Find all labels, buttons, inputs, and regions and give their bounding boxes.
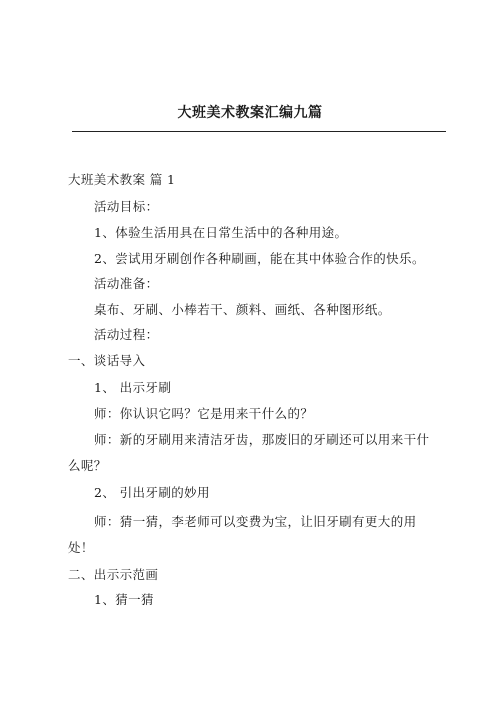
title-divider bbox=[72, 131, 446, 132]
paragraph-line: 活动准备： bbox=[94, 276, 159, 291]
paragraph-line: 桌布、牙刷、小棒若干、颜料、画纸、各种图形纸。 bbox=[94, 302, 391, 317]
subsection-heading: 一、谈话导入 bbox=[68, 353, 146, 368]
paragraph-line: 2、尝试用牙刷创作各种刷画，能在其中体验合作的快乐。 bbox=[94, 251, 425, 266]
paragraph-line: 1、猜一猜 bbox=[94, 592, 154, 607]
section-heading: 大班美术教案 篇 1 bbox=[68, 172, 176, 187]
page-title: 大班美术教案汇编九篇 bbox=[177, 105, 323, 121]
paragraph-line: 师：你认识它吗？它是用来干什么的？ bbox=[94, 406, 314, 421]
paragraph-line: 师：猜一猜，李老师可以变费为宝，让旧牙刷有更大的用 bbox=[94, 514, 417, 529]
paragraph-line: 活动过程： bbox=[94, 327, 159, 342]
paragraph-line: 1、体验生活用具在日常生活中的各种用途。 bbox=[94, 225, 348, 240]
paragraph-line: 1、 出示牙刷 bbox=[94, 380, 172, 395]
paragraph-line: 处！ bbox=[68, 540, 94, 555]
paragraph-line: 活动目标： bbox=[94, 199, 159, 214]
paragraph-line: 师：新的牙刷用来清洁牙齿，那废旧的牙刷还可以用来干什 bbox=[94, 432, 430, 447]
paragraph-line: 么呢？ bbox=[68, 458, 107, 473]
paragraph-line: 2、 引出牙刷的妙用 bbox=[94, 485, 210, 500]
subsection-heading: 二、出示示范画 bbox=[68, 567, 159, 582]
